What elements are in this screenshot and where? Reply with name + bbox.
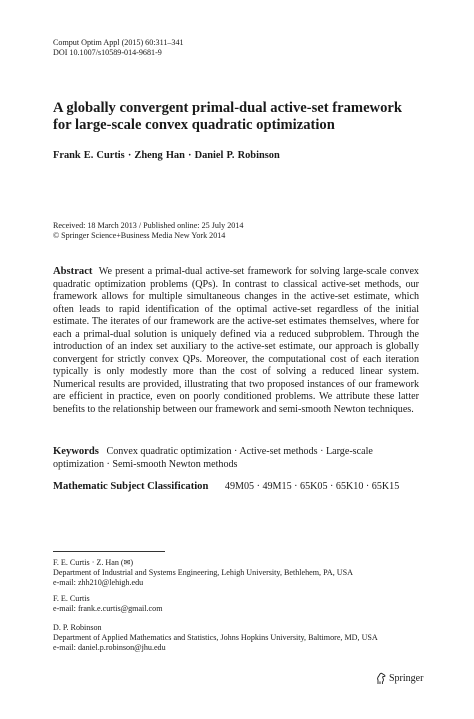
received-published-line: Received: 18 March 2013 / Published online: 25 July 2014 xyxy=(53,221,244,230)
title-line-2: for large-scale convex quadratic optimization xyxy=(53,117,335,133)
author-name: Frank E. Curtis xyxy=(53,150,125,161)
affiliation-names: F. E. Curtis · Z. Han (✉) xyxy=(53,558,134,567)
abstract-text: We present a primal-dual active-set framework for solving large-scale convex quadratic optimization problems (QPs). In contrast to classical active-set methods, our framework allows for multiple simultaneous changes in the active-set estimate, which often leads to rapid identification of the optimal active-set regardless of the initial estimate. The iterates of our framework are the active-set estimates themselves, where for each a primal-dual solution is uniquely defined via a reduced subproblem. Through the introduction of an index set auxiliary to the active-set estimate, our approach is globally convergent for strictly convex QPs. Moreover, the computational cost of each iteration typically is only modestly more than the cost of solving a reduced linear system. Numerical results are provided, illustrating that two proposed instances of our framework are efficient in practice, even on poorly conditioned problems. We attribute these latter benefits to the relationship between our framework and semi-smooth Newton techniques. xyxy=(53,266,419,416)
author-name: Zheng Han xyxy=(134,150,185,161)
abstract-heading: Abstract xyxy=(53,266,93,277)
footnote-divider xyxy=(53,551,165,552)
paper-title xyxy=(53,100,433,134)
msc-heading: Mathematic Subject Classification xyxy=(53,481,209,492)
keywords-heading: Keywords xyxy=(53,446,99,457)
journal-citation: Comput Optim Appl (2015) 60:311–341 xyxy=(53,38,184,47)
title-line-1: A globally convergent primal-dual active-set framework xyxy=(53,100,402,116)
abstract xyxy=(53,266,419,417)
springer-horse-icon xyxy=(375,672,387,685)
springer-logo xyxy=(375,672,423,685)
affiliation-department: Department of Applied Mathematics and Statistics, Johns Hopkins University, Baltimore, MD, USA xyxy=(53,633,378,642)
keywords xyxy=(53,446,419,471)
doi: DOI 10.1007/s10589-014-9681-9 xyxy=(53,48,162,57)
msc-codes: 49M05 · 49M15 · 65K05 · 65K10 · 65K15 xyxy=(224,481,400,492)
affiliation-email: e-mail: zhh210@lehigh.edu xyxy=(53,578,144,587)
msc-classification xyxy=(53,481,399,492)
copyright-line: © Springer Science+Business Media New York 2014 xyxy=(53,231,226,240)
publisher-name: Springer xyxy=(389,673,424,684)
author-list xyxy=(53,150,280,161)
author-name: Daniel P. Robinson xyxy=(194,150,280,161)
affiliation-email: e-mail: daniel.p.robinson@jhu.edu xyxy=(53,643,166,652)
affiliation-email: e-mail: frank.e.curtis@gmail.com xyxy=(53,604,163,613)
affiliation-names: F. E. Curtis xyxy=(53,594,90,603)
author-separator: · xyxy=(187,150,192,161)
affiliation-department: Department of Industrial and Systems Engineering, Lehigh University, Bethlehem, PA, USA xyxy=(53,568,353,577)
affiliation-names: D. P. Robinson xyxy=(53,623,102,632)
keywords-text: Convex quadratic optimization · Active-set methods · Large-scale optimization · Semi-smooth Newton methods xyxy=(53,446,373,470)
author-separator: · xyxy=(127,150,132,161)
